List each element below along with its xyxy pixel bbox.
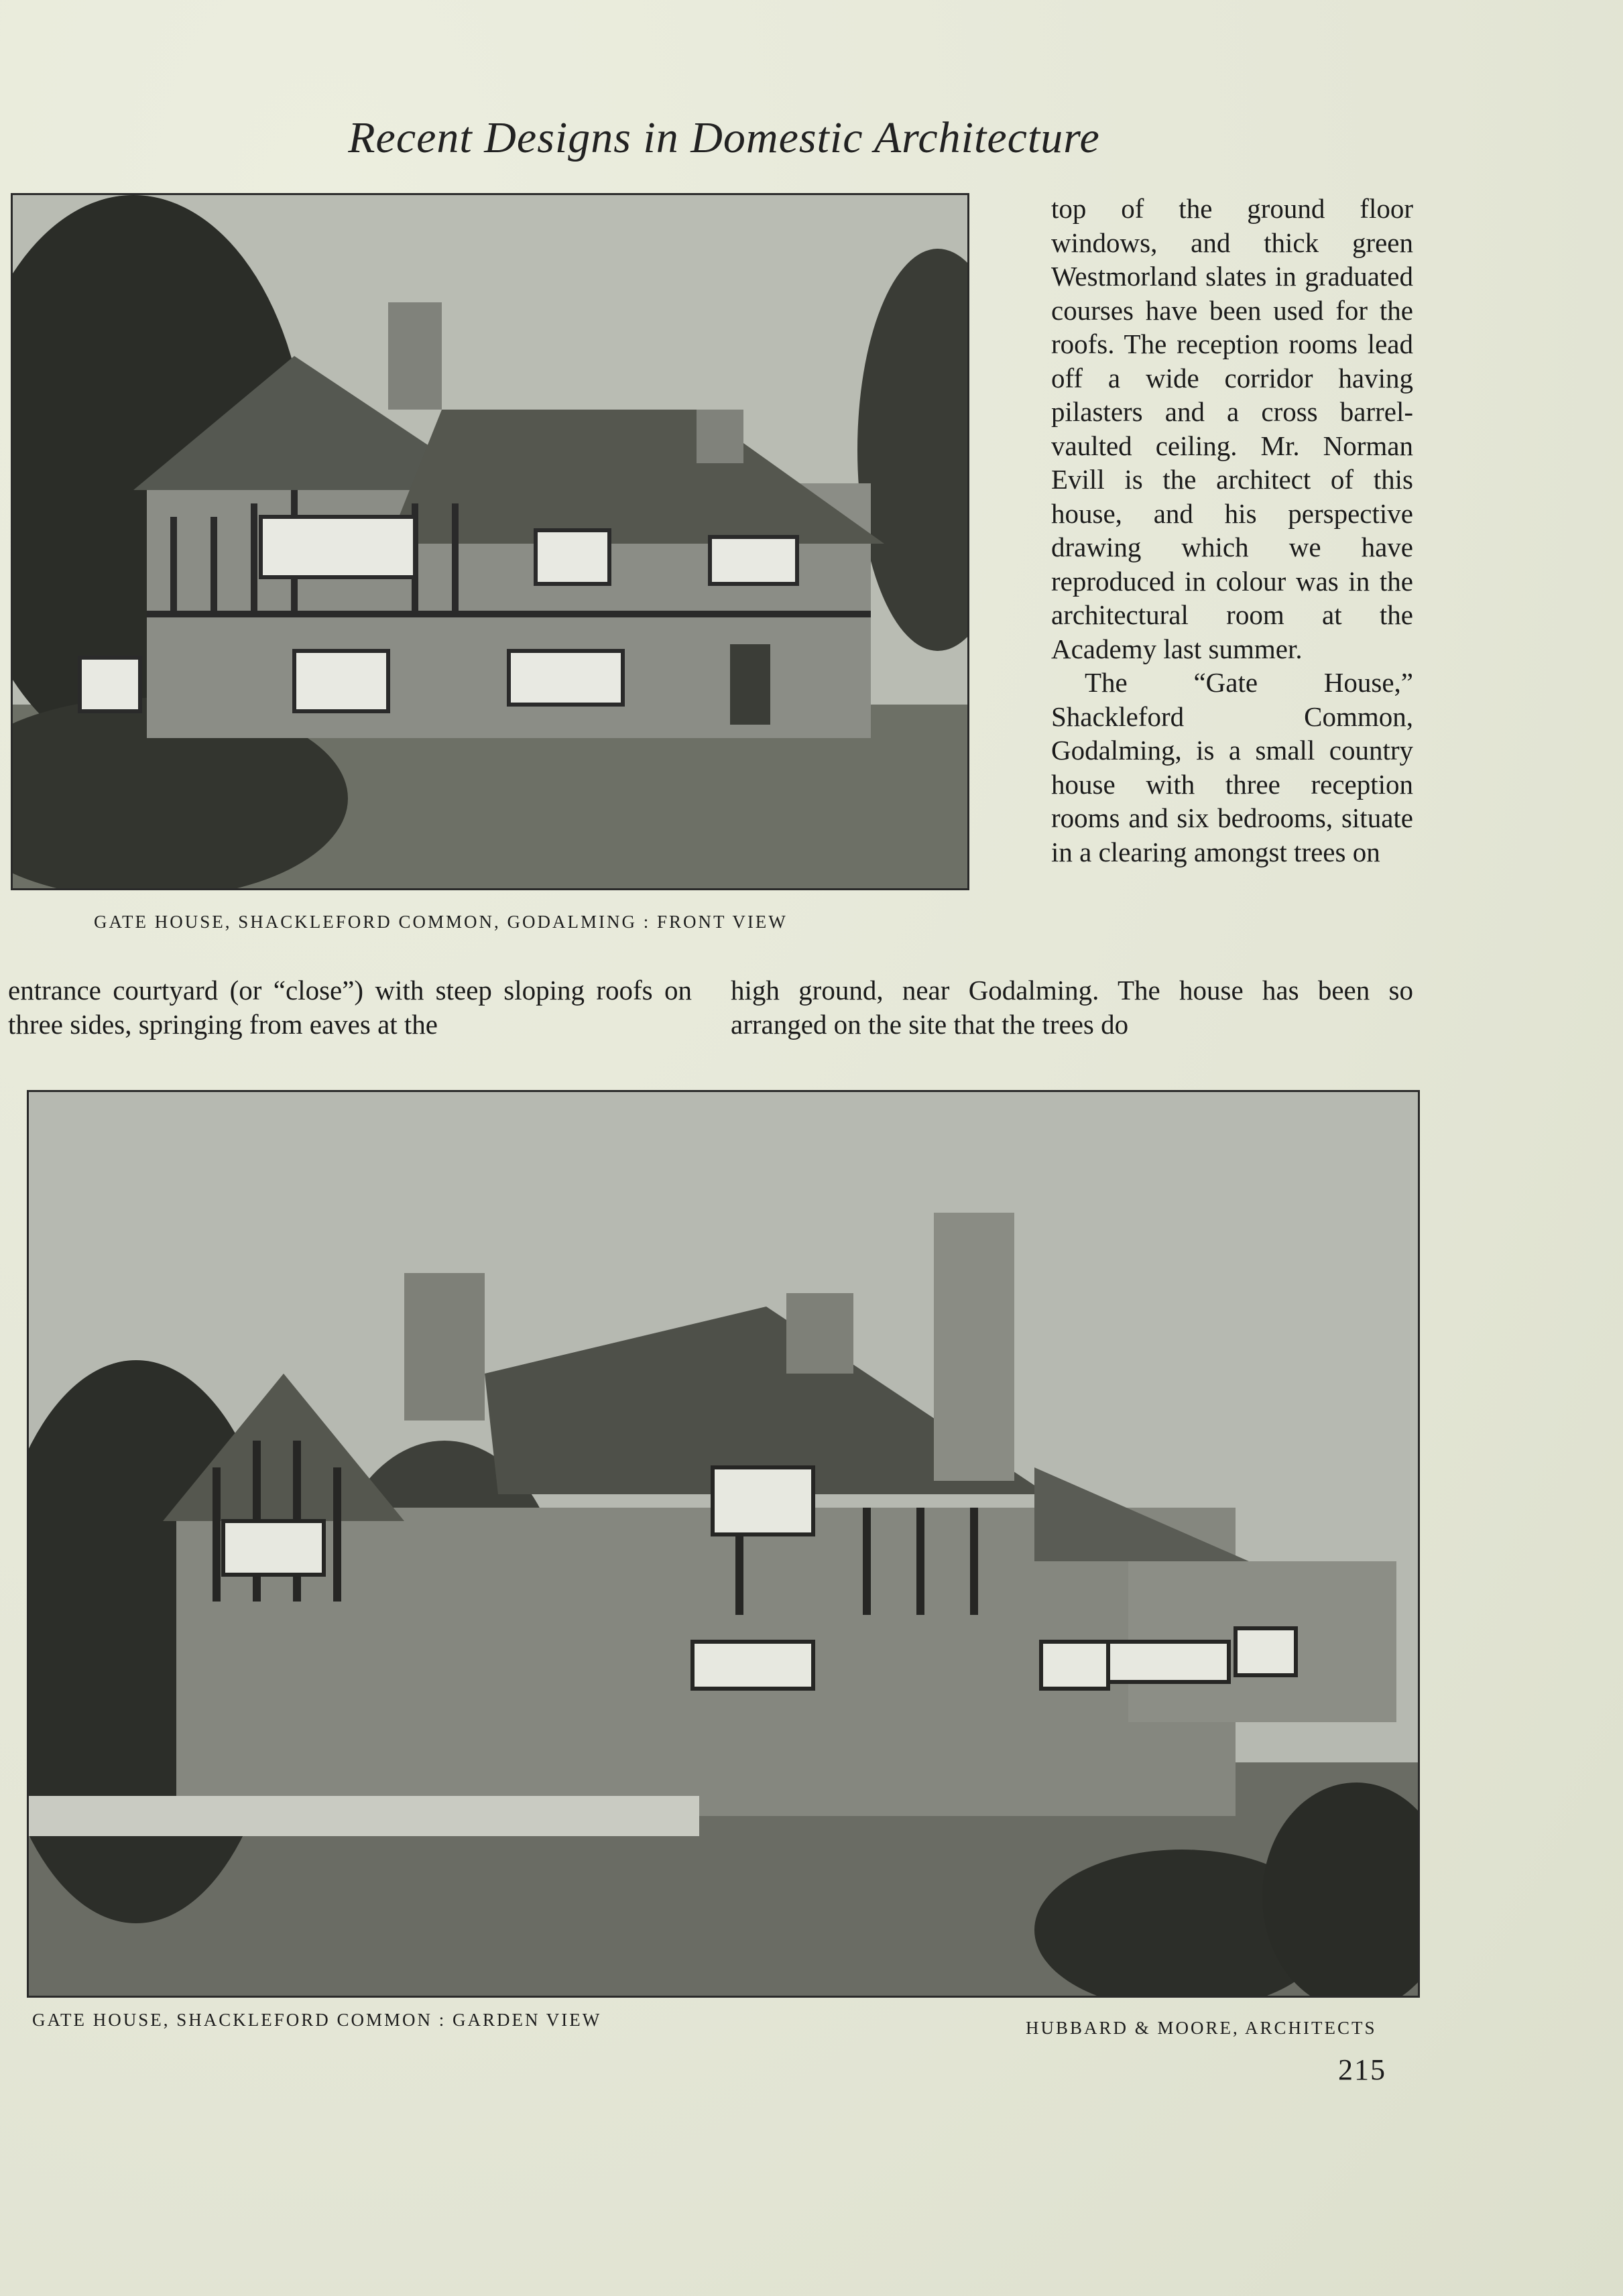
- bottom-left-text: entrance courtyard (or “close”) with steep sloping roofs on three sides, springing from eaves at the: [8, 975, 692, 1040]
- front-view-illustration: [13, 195, 967, 888]
- front-view-caption: GATE HOUSE, SHACKLEFORD COMMON, GODALMING : FRONT VIEW: [94, 912, 788, 932]
- right-column-text: [1051, 192, 1413, 869]
- paragraph: top of the ground floor windows, and thick green Westmorland slates in graduated courses have been used for the roofs. The reception rooms lead off a wide corridor having pilasters and a cross barrel-vaulted ceiling. Mr. Norman Evill is the architect of this house, and his perspective drawing which we have reproduced in colour was in the architectural room at the Academy last summer.: [1051, 193, 1413, 664]
- garden-view-illustration: [29, 1092, 1418, 1996]
- garden-view-caption: GATE HOUSE, SHACKLEFORD COMMON : GARDEN VIEW: [32, 2010, 602, 2030]
- bottom-right-text: high ground, near Godalming. The house has been so arranged on the site that the trees do: [731, 975, 1413, 1040]
- paragraph: The “Gate House,” Shackleford Common, Godalming, is a small country house with three reception rooms and six bedrooms, situate in a clearing amongst trees on: [1051, 667, 1413, 867]
- front-view-photo: [11, 193, 969, 890]
- architect-credit: HUBBARD & MOORE, ARCHITECTS: [1026, 2018, 1377, 2038]
- page-number: 215: [1338, 2053, 1386, 2086]
- garden-view-photo: [27, 1090, 1420, 1998]
- running-head: Recent Designs in Domestic Architecture: [348, 113, 1100, 162]
